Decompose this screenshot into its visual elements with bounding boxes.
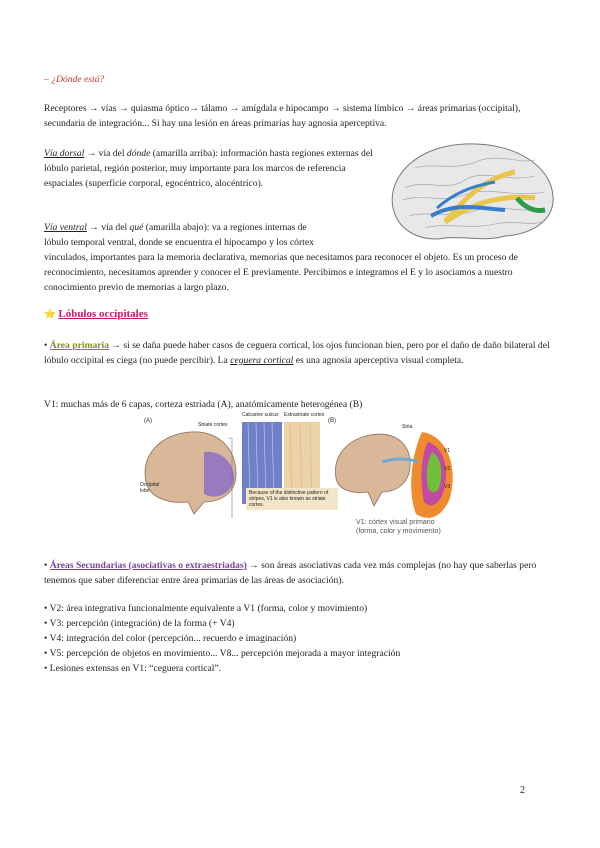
list-item: • V2: área integrativa funcionalmente equivalente a V1 (forma, color y movimiento) <box>44 603 368 614</box>
list-item: • Lesiones extensas en V1: “ceguera cortical”. <box>44 663 222 674</box>
primary-area-term: Área primaria <box>49 340 110 351</box>
star-icon: ⭐ <box>44 309 56 320</box>
v1-line: V1: muchas más de 6 capas, corteza estriada (A), anatómicamente heterogénea (B) <box>44 399 363 410</box>
fig-col-calcarine: Calcarine sulcus <box>242 412 279 418</box>
fig-col-occipital: Occipital lobe <box>140 482 160 494</box>
list-item: • V3: percepción (integración) de la forma (+ V4) <box>44 618 235 629</box>
heading-where: – ¿Dónde está? <box>44 74 105 85</box>
primary-area-paragraph: • Área primaria → si se daña puede haber casos de ceguera cortical, los ojos funcionan bien, pero por el daño de daño bilateral del lóbulo occipital es ciega (no puede percibir). La ceguera cortical es una agnosia aperceptiva visual completa. <box>44 340 550 366</box>
fig-b-label1: Stria <box>402 424 413 430</box>
ventral-paragraph-start: Vía ventral → vía del qué (amarilla abajo): va a regiones internas de lóbulo temporal ventral, donde se encuentra el hipocampo y los córtex <box>44 222 314 248</box>
fig-b-label3: V2 <box>444 466 451 472</box>
v-areas-list <box>44 601 556 676</box>
fig-caption-v1: V1: córtex visual primario (forma, color y movimiento) <box>356 519 441 535</box>
fig-col-extrastriate: Extrastriate cortex <box>284 412 325 418</box>
fig-caption-box: Because of the distinctive pattern of stripes, V1 is also known as striate cortex. <box>246 488 338 510</box>
cortical-blindness-term: ceguera cortical <box>230 355 294 366</box>
section-title-occipital: ⭐ Lóbulos occipitales <box>44 308 148 320</box>
dorsal-paragraph: Vía dorsal → vía del dónde (amarilla arriba): información hasta regiones externas del lóbulo parietal, región posterior, muy importante para los marcos de referencia espaciales (superficie corporal, egocéntrico, alocéntrico). <box>44 148 373 189</box>
v1-figure <box>138 412 460 548</box>
secondary-areas-paragraph: • Áreas Secundarias (asociativas o extraestriadas) → son áreas asociativas cada vez más complejas (no hay que saberlas pero tenemos que saber diferenciar entre área primarias de las áreas de asociación). <box>44 560 537 586</box>
visual-pathways-brain-figure <box>385 138 557 246</box>
ventral-paragraph-rest: vinculados, importantes para la memoria declarativa, memorias que necesitamos para reconocer el objeto. Es un proceso de reconocimiento, necesitamos aprender y conocer el E previamente. Percibimos e integramos el E y lo asociamos a nuestro conocimiento previo de memorias a largo plazo. <box>44 252 518 293</box>
receptors-paragraph: Receptores → vías → quiasma óptico→ tálamo → amígdala e hipocampo → sistema límbico → áreas primarias (occipital), secundaria de integración... Si hay una lesión en áreas primarias hay agnosia aperceptiva. <box>44 103 521 129</box>
fig-label-b: (B) <box>328 418 336 424</box>
list-item: • V5: percepción de objetos en movimiento... V8... percepción mejorada a mayor integración <box>44 648 401 659</box>
page-number: 2 <box>520 785 525 796</box>
list-item: • V4: integración del color (percepción... recuerdo e imaginación) <box>44 633 297 644</box>
secondary-areas-term: Áreas Secundarias (asociativas o extraestriadas) <box>49 560 247 571</box>
fig-col-striate: Striate cortex <box>198 422 228 428</box>
fig-label-a: (A) <box>144 418 152 424</box>
fig-b-label4: V3 <box>444 484 451 490</box>
ventral-term: Vía ventral <box>44 222 87 233</box>
dorsal-term: Vía dorsal <box>44 148 85 159</box>
fig-b-label2: V1 <box>444 448 451 454</box>
